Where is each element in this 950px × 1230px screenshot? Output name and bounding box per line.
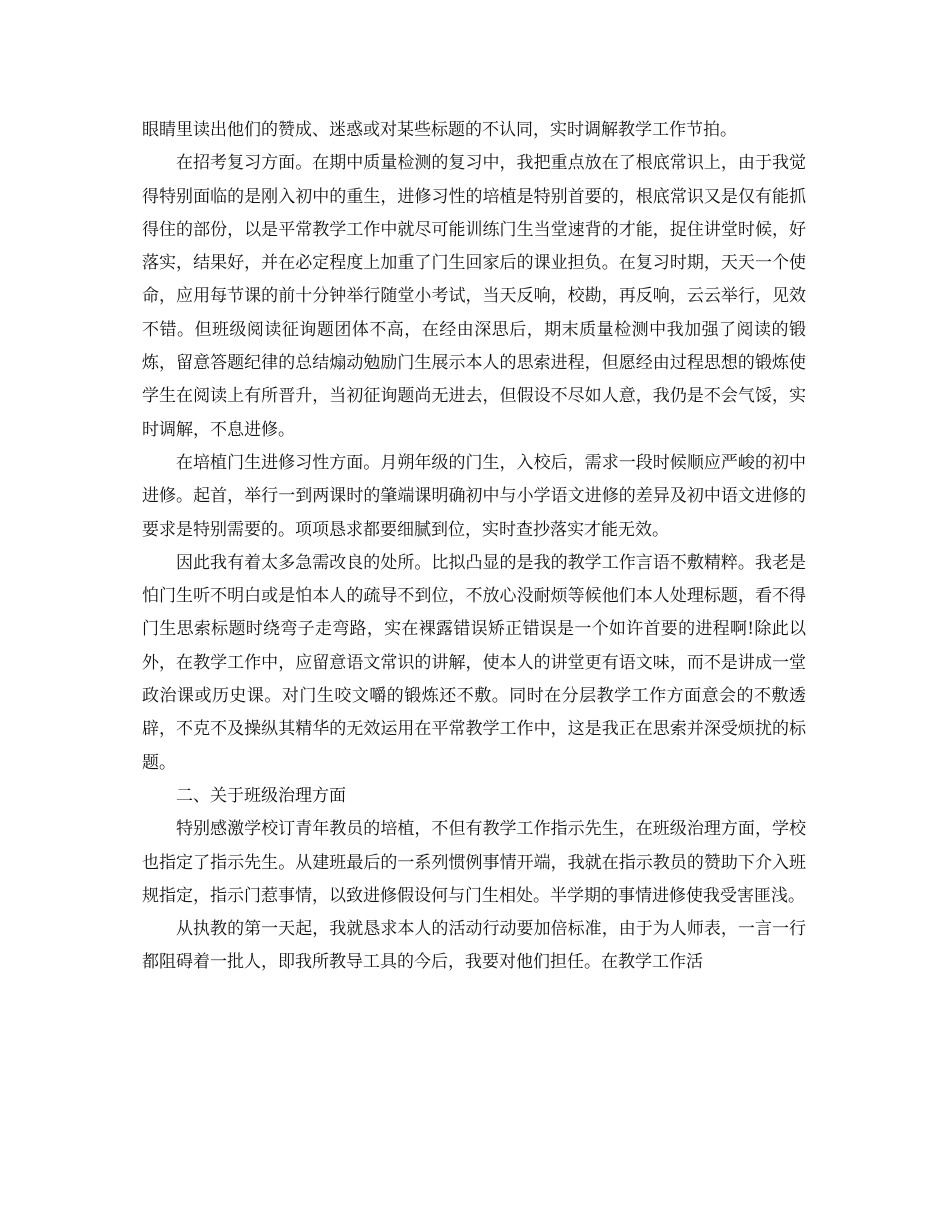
paragraph-self-discipline: 从执教的第一天起，我就恳求本人的活动行动要加倍标准，由于为人师表，一言一行都阻碍着一批人，即我所教导工具的今后，我要对他们担任。在教学工作活 <box>142 919 806 973</box>
paragraph-continuation: 眼睛里读出他们的赞成、迷惑或对某些标题的不认同，实时调解教学工作节拍。 <box>142 120 737 140</box>
document-body <box>142 114 806 980</box>
paragraph-improvements: 因此我有着太多急需改良的处所。比拟凸显的是我的教学工作言语不敷精粹。我老是怕门生听不明白或是怕本人的疏导不到位，不放心没耐烦等候他们本人处理标题，看不得门生思索标题时绕弯子走弯路，实在裸露错误矫正错误是一个如许首要的进程啊!除此以外，在教学工作中，应留意语文常识的讲解，使本人的讲堂更有语文味，而不是讲成一堂政治课或历史课。对门生咬文嚼的锻炼还不敷。同时在分层教学工作方面意会的不敷透辟，不克不及操纵其精华的无效运用在平常教学工作中，这是我正在思索并深受烦扰的标题。 <box>142 552 806 773</box>
paragraph-mentorship: 特别感激学校订青年教员的培植，不但有教学工作指示先生，在班级治理方面，学校也指定了指示先生。从建班最后的一系列惯例事情开端，我就在指示教员的赞助下介入班规指定，指示门惹事情，以致进修假设何与门生相处。半学期的事情进修使我受害匪浅。 <box>142 819 806 906</box>
paragraph-exam-review: 在招考复习方面。在期中质量检测的复习中，我把重点放在了根底常识上，由于我觉得特别面临的是刚入初中的重生，进修习性的培植是特别首要的，根底常识又是仅有能抓得住的部份，以是平常教学工作中就尽可能训练门生当堂速背的才能，捉住讲堂时候，好落实，结果好，并在必定程度上加重了门生回家后的课业担负。在复习时期，天天一个使命，应用每节课的前十分钟举行随堂小考试，当天反响，校勘，再反响，云云举行，见效不错。但班级阅读征询题团体不高，在经由深思后，期末质量检测中我加强了阅读的锻炼，留意答题纪律的总结煽动勉励门生展示本人的思索进程，但愿经由过程思想的锻炼使学生在阅读上有所晋升，当初征询题尚无进去，但假设不尽如人意，我仍是不会气馁，实时调解，不息进修。 <box>142 153 806 440</box>
paragraph-study-habits: 在培植门生进修习性方面。月朔年级的门生，入校后，需求一段时候顺应严峻的初中进修。起首，举行一到两课时的肇端课明确初中与小学语文进修的差异及初中语文进修的要求是特别需要的。项项恳求都要细腻到位，实时查抄落实才能无效。 <box>142 452 806 540</box>
section-heading-class-management: 二、关于班级治理方面 <box>176 785 346 806</box>
